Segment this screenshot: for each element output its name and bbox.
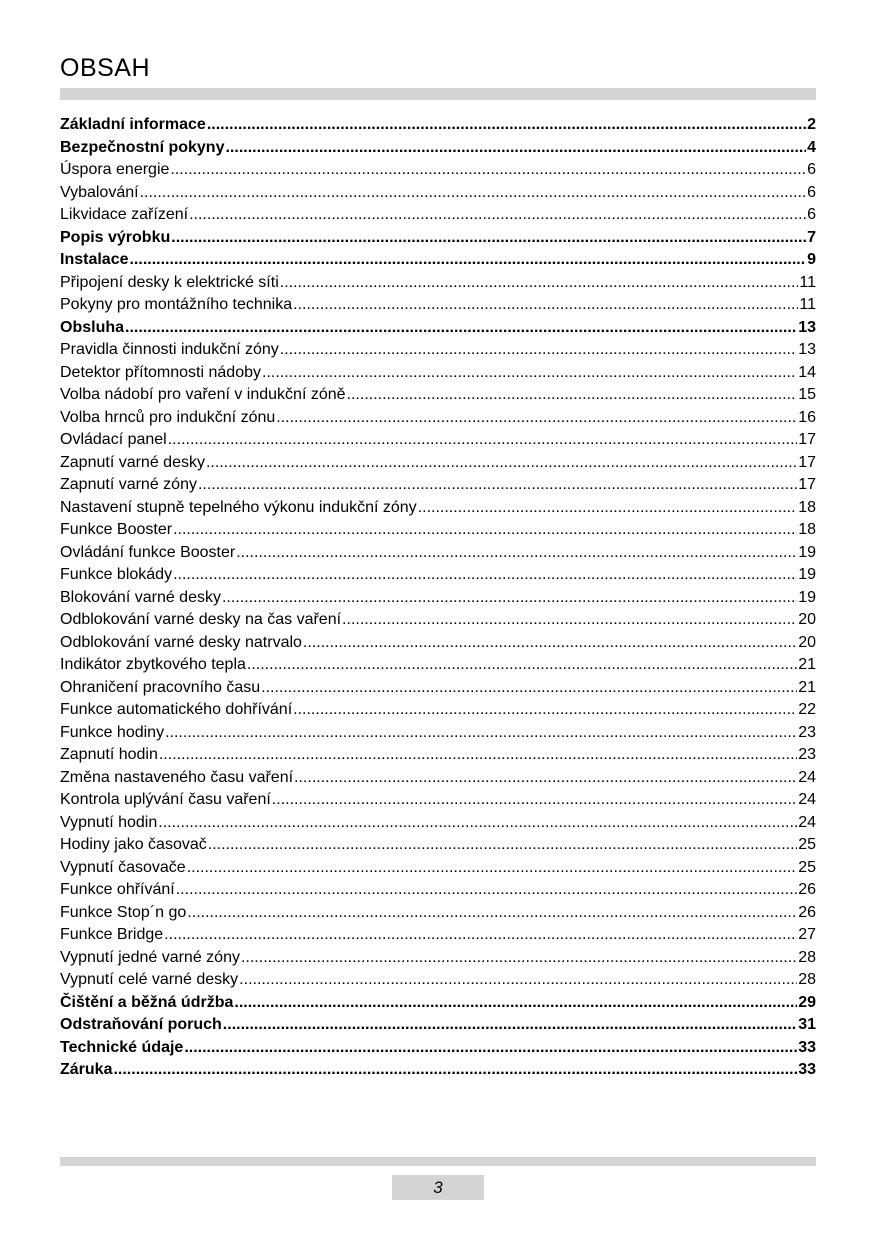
toc-entry-title: Funkce hodiny (60, 723, 165, 741)
toc-entry-page: 26 (798, 903, 816, 921)
toc-entry[interactable] (60, 317, 816, 340)
toc-entry-page: 17 (798, 453, 816, 471)
toc-dot-leader (173, 564, 797, 587)
toc-dot-leader (164, 924, 797, 947)
toc-dot-leader (184, 1037, 797, 1060)
toc-entry[interactable] (60, 632, 816, 655)
toc-entry-title: Likvidace zařízení (60, 206, 189, 223)
toc-dot-leader (241, 947, 797, 970)
toc-entry-title: Zapnutí varné desky (60, 453, 205, 471)
toc-entry[interactable] (60, 227, 816, 250)
toc-entry-page: 19 (798, 566, 816, 583)
toc-entry-title: Obsluha (60, 318, 125, 336)
toc-entry-page: 28 (798, 948, 816, 966)
header-divider-bar (60, 88, 816, 100)
toc-entry-page: 13 (798, 341, 816, 358)
toc-entry[interactable] (60, 564, 816, 587)
toc-entry-page: 29 (798, 993, 816, 1011)
toc-entry-page: 4 (807, 138, 816, 156)
page-number: 3 (392, 1175, 484, 1200)
toc-dot-leader (125, 317, 797, 340)
toc-entry[interactable] (60, 767, 816, 790)
toc-dot-leader (171, 227, 806, 250)
toc-dot-leader (236, 542, 797, 565)
toc-dot-leader (247, 654, 797, 677)
toc-dot-leader (173, 519, 797, 542)
toc-entry[interactable] (60, 722, 816, 745)
toc-entry[interactable] (60, 789, 816, 812)
toc-entry[interactable] (60, 677, 816, 700)
toc-entry[interactable] (60, 654, 816, 677)
toc-entry-page: 11 (799, 273, 816, 291)
toc-entry-title: Vypnutí jedné varné zóny (60, 948, 240, 966)
toc-dot-leader (189, 204, 806, 227)
toc-dot-leader (234, 992, 797, 1015)
toc-dot-leader (113, 1059, 797, 1082)
toc-entry-page: 15 (798, 386, 816, 403)
toc-dot-leader (129, 249, 806, 272)
toc-entry[interactable] (60, 407, 816, 430)
toc-entry-page: 14 (798, 363, 816, 381)
toc-entry[interactable] (60, 587, 816, 610)
toc-entry-page: 19 (798, 588, 816, 606)
toc-dot-leader (280, 272, 799, 295)
toc-entry-title: Indikátor zbytkového tepla (60, 656, 246, 673)
toc-entry-title: Funkce blokády (60, 566, 173, 583)
toc-dot-leader (418, 497, 798, 520)
toc-entry[interactable] (60, 1059, 816, 1082)
toc-entry[interactable] (60, 969, 816, 992)
toc-entry-title: Vypnutí hodin (60, 813, 158, 831)
toc-entry-title: Základní informace (60, 116, 206, 133)
toc-entry-title: Volba nádobí pro vaření v indukční zóně (60, 386, 346, 403)
toc-entry-page: 16 (798, 408, 816, 426)
toc-entry-title: Funkce Booster (60, 521, 173, 538)
toc-entry-title: Kontrola uplývání času vaření (60, 791, 271, 808)
toc-entry-title: Odblokování varné desky na čas vaření (60, 611, 342, 628)
toc-dot-leader (187, 857, 798, 880)
toc-entry[interactable] (60, 159, 816, 182)
toc-dot-leader (187, 902, 797, 925)
toc-entry[interactable] (60, 834, 816, 857)
toc-entry-page: 24 (798, 768, 816, 786)
toc-dot-leader (198, 474, 797, 497)
toc-entry[interactable] (60, 429, 816, 452)
toc-entry[interactable] (60, 204, 816, 227)
toc-entry-title: Odstraňování poruch (60, 1016, 222, 1033)
toc-entry-page: 17 (798, 431, 816, 448)
toc-dot-leader (159, 744, 797, 767)
toc-entry[interactable] (60, 924, 816, 947)
toc-entry-title: Pravidla činnosti indukční zóny (60, 341, 279, 358)
toc-entry-page: 20 (798, 611, 816, 628)
toc-entry-page: 2 (807, 116, 816, 133)
toc-entry-title: Odblokování varné desky natrvalo (60, 633, 302, 651)
toc-dot-leader (207, 114, 806, 137)
toc-entry-title: Ohraničení pracovního času (60, 678, 261, 696)
toc-entry-title: Nastavení stupně tepelného výkonu indukční zóny (60, 498, 417, 516)
toc-entry-title: Záruka (60, 1061, 113, 1078)
toc-entry-title: Ovládání funkce Booster (60, 543, 236, 561)
toc-entry[interactable] (60, 542, 816, 565)
toc-entry-title: Popis výrobku (60, 228, 171, 246)
toc-dot-leader (168, 429, 797, 452)
toc-dot-leader (276, 407, 797, 430)
toc-entry[interactable] (60, 294, 816, 317)
toc-entry-title: Připojení desky k elektrické síti (60, 273, 279, 291)
toc-entry[interactable] (60, 339, 816, 362)
toc-entry[interactable] (60, 474, 816, 497)
toc-dot-leader (206, 452, 797, 475)
toc-entry-page: 25 (798, 858, 816, 876)
toc-entry-title: Zapnutí varné zóny (60, 476, 197, 493)
toc-entry-page: 21 (798, 678, 816, 696)
toc-dot-leader (261, 677, 797, 700)
toc-entry-page: 20 (798, 633, 816, 651)
toc-entry-page: 23 (798, 723, 816, 741)
toc-entry-title: Úspora energie (60, 161, 170, 178)
toc-entry-title: Vypnutí celé varné desky (60, 971, 239, 988)
toc-entry[interactable] (60, 497, 816, 520)
toc-entry-title: Vypnutí časovače (60, 858, 186, 876)
toc-entry[interactable] (60, 384, 816, 407)
toc-entry[interactable] (60, 879, 816, 902)
toc-entry[interactable] (60, 857, 816, 880)
toc-dot-leader (294, 767, 797, 790)
toc-entry-page: 33 (798, 1061, 816, 1078)
toc-entry-title: Hodiny jako časovač (60, 836, 207, 853)
toc-dot-leader (208, 834, 797, 857)
toc-entry-page: 9 (807, 251, 816, 268)
toc-entry-page: 33 (798, 1038, 816, 1056)
toc-dot-leader (140, 182, 807, 205)
page-title: OBSAH (60, 54, 151, 82)
toc-entry-page: 23 (798, 746, 816, 763)
toc-entry-page: 11 (799, 296, 816, 313)
toc-dot-leader (293, 699, 797, 722)
toc-entry[interactable] (60, 699, 816, 722)
toc-dot-leader (170, 159, 806, 182)
toc-entry-title: Změna nastaveného času vaření (60, 768, 294, 786)
toc-entry[interactable] (60, 1014, 816, 1037)
toc-entry-title: Funkce automatického dohřívání (60, 701, 293, 718)
toc-entry-page: 18 (798, 521, 816, 538)
toc-dot-leader (223, 1014, 797, 1037)
toc-entry-title: Volba hrnců pro indukční zónu (60, 408, 276, 426)
toc-entry[interactable] (60, 362, 816, 385)
toc-entry[interactable] (60, 272, 816, 295)
toc-entry-page: 6 (807, 183, 816, 201)
toc-entry[interactable] (60, 182, 816, 205)
toc-dot-leader (262, 362, 797, 385)
toc-dot-leader (272, 789, 797, 812)
toc-dot-leader (342, 609, 797, 632)
toc-entry-title: Funkce ohřívání (60, 881, 175, 898)
toc-entry-title: Blokování varné desky (60, 588, 221, 606)
toc-entry-page: 18 (798, 498, 816, 516)
toc-entry[interactable] (60, 609, 816, 632)
toc-entry[interactable] (60, 744, 816, 767)
toc-entry-page: 7 (807, 228, 816, 246)
toc-entry-title: Pokyny pro montážního technika (60, 296, 293, 313)
footer-divider-bar (60, 1157, 816, 1166)
toc-entry-page: 19 (798, 543, 816, 561)
toc-entry-page: 31 (798, 1016, 816, 1033)
toc-entry-title: Čištění a běžná údržba (60, 993, 234, 1011)
toc-entry-title: Zapnutí hodin (60, 746, 158, 763)
toc-entry[interactable] (60, 114, 816, 137)
toc-entry-page: 25 (798, 836, 816, 853)
toc-entry-page: 6 (807, 206, 816, 223)
toc-dot-leader (165, 722, 797, 745)
toc-entry[interactable] (60, 137, 816, 160)
toc-entry[interactable] (60, 249, 816, 272)
toc-entry[interactable] (60, 1037, 816, 1060)
toc-dot-leader (222, 587, 797, 610)
toc-dot-leader (239, 969, 797, 992)
toc-dot-leader (158, 812, 797, 835)
toc-entry-page: 24 (798, 791, 816, 808)
toc-entry-title: Bezpečnostní pokyny (60, 138, 225, 156)
toc-dot-leader (280, 339, 797, 362)
toc-entry-page: 22 (798, 701, 816, 718)
toc-entry[interactable] (60, 992, 816, 1015)
toc-entry[interactable] (60, 902, 816, 925)
toc-dot-leader (225, 137, 806, 160)
toc-dot-leader (293, 294, 798, 317)
toc-entry-page: 28 (798, 971, 816, 988)
toc-entry-title: Funkce Bridge (60, 926, 164, 943)
toc-entry-page: 17 (798, 476, 816, 493)
toc-entry-title: Technické údaje (60, 1038, 184, 1056)
toc-entry[interactable] (60, 812, 816, 835)
toc-entry-title: Funkce Stop´n go (60, 903, 187, 921)
toc-entry-title: Vybalování (60, 183, 139, 201)
toc-entry-page: 24 (798, 813, 816, 831)
toc-entry-title: Instalace (60, 251, 129, 268)
toc-entry-page: 6 (807, 161, 816, 178)
toc-entry-page: 26 (798, 881, 816, 898)
toc-dot-leader (176, 879, 797, 902)
toc-entry-page: 21 (798, 656, 816, 673)
toc-entry-page: 13 (798, 318, 816, 336)
toc-dot-leader (303, 632, 797, 655)
toc-entry[interactable] (60, 452, 816, 475)
toc-entry-page: 27 (798, 926, 816, 943)
table-of-contents (60, 114, 816, 1082)
toc-entry[interactable] (60, 519, 816, 542)
toc-entry-title: Ovládací panel (60, 431, 167, 448)
toc-dot-leader (347, 384, 798, 407)
toc-entry[interactable] (60, 947, 816, 970)
toc-entry-title: Detektor přítomnosti nádoby (60, 363, 261, 381)
